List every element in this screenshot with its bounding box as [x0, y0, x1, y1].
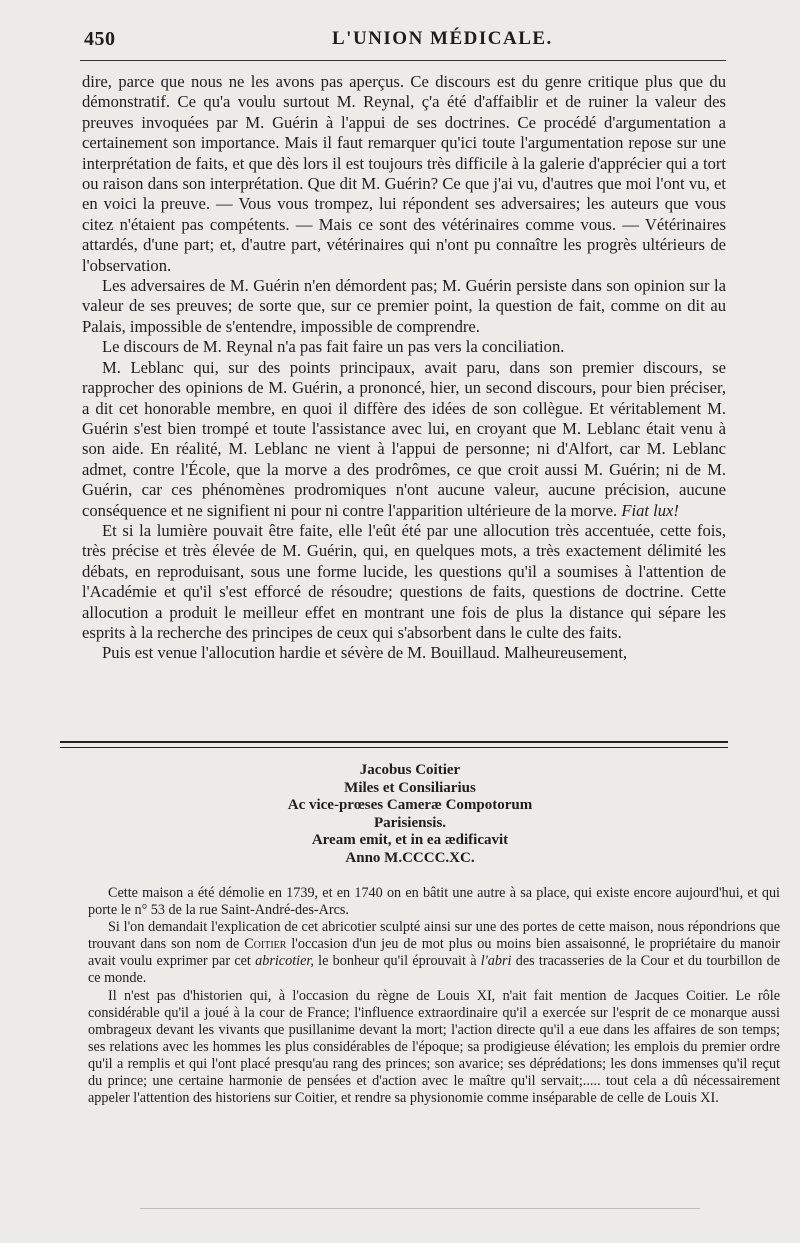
- abricotier-word: abricotier,: [255, 953, 314, 970]
- footnote-paragraph: Cette maison a été démolie en 1739, et en 1740 on en bâtit une autre à sa place, qui existe encore aujourd'hui, et qui porte le n° 53 de la rue Saint-André-des-Arcs.: [88, 885, 780, 919]
- paragraph-text: M. Leblanc qui, sur des points principaux, avait paru, dans son premier discours, se rapprocher des opinions de M. Guérin, a prononcé, hier, un second discours, pour bien préciser, a dit cet honorable membre, en quoi il diffère des idées de son collègue. Et véritablement M. Guérin s'est bien trompé et toute l'assistance avec lui, en croyant que M. Leblanc était venu à son aide. En réalité, M. Leblanc ne vient à l'appui de personne; ni d'Alfort, car M. Leblanc admet, contre l'École, que la morve a des prodrômes, ce que croit aussi M. Guérin; ni de M. Guérin, car ces phénomènes prodromiques n'ont aucune valeur, aucune précision, aucune conséquence et ne signifient ni pour ni contre l'apparition ultérieure de la morve.: [82, 357, 726, 520]
- inscription-line: Jacobus Coitier: [359, 762, 461, 778]
- paragraph: Le discours de M. Reynal n'a pas fait faire un pas vers la conciliation.: [102, 337, 565, 357]
- footnote-fragment: l'occasion d'un jeu de mot plus ou moins bien assaisonné, le propriétaire du manoir avait voulu exprimer par cet: [88, 936, 781, 970]
- fiat-lux-phrase: Fiat lux!: [621, 500, 679, 520]
- paragraph: Puis est venue l'allocution hardie et sévère de M. Bouillaud. Malheureusement,: [102, 643, 628, 663]
- paragraph: dire, parce que nous ne les avons pas aperçus. Ce discours est du genre critique plus que du démonstratif. Ce qu'a voulu surtout M. Reynal, ç'a été d'affaiblir et de ruiner la valeur des preuves invoquées par M. Guérin à l'appui de ses doctrines. Ce procédé d'argumentation a certainement son importance. Mais il faut remarquer qu'ici toute l'argumentation repose sur une interprétation de faits, et que dès lors il est toujours très difficile à la galerie d'apprécier qui a tort ou raison dans son interprétation. Que dit M. Guérin? Ce que j'ai vu, d'autres que moi l'ont vu, et en voici la preuve. — Vous vous trompez, lui répondent ses adversaires; les auteurs que vous citez n'étaient pas compétents. — Mais ce sont des vétérinaires comme vous. — Vétérinaires attardés, d'une part; et, d'autre part, vétérinaires qui n'ont pu connaître les progrès ultérieurs de l'observation.: [82, 72, 726, 275]
- journal-title: L'UNION MÉDICALE.: [332, 28, 553, 49]
- latin-inscription: [150, 762, 670, 868]
- footnote-paragraph: [88, 919, 780, 987]
- footnote-fragment: des tracasseries de la Cour et du tourbillon de ce monde.: [88, 953, 781, 987]
- footnote-paragraph: Il n'est pas d'historien qui, à l'occasion du règne de Louis XI, n'ait fait mention de Jacques Coitier. Le rôle considérable qu'il a joué à la cour de France; l'influence extraordinaire qu'il a exercée sur l'esprit de ce monarque aussi ombrageux devant les vivants que pusillanime devant la mort; l'action directe qu'il a eue dans les affaires de son temps; ses relations avec les hommes les plus considérables de l'époque; sa prodigieuse élévation; les emplois du premier ordre qu'il a remplis et qui l'ont placé presqu'au rang des princes; son avarice; ses déprédations; les dons immenses qu'il reçut du prince; une certaine harmonie de pensées et d'action avec le maître qu'il servait;..... tout cela a dû nécessairement appeler l'attention des historiens sur Coitier, et rendre sa physionomie comme inséparable de celle de Louis XI.: [88, 987, 780, 1107]
- header-rule: [80, 60, 726, 61]
- inscription-line: Parisiensis.: [373, 814, 447, 831]
- footnote-fragment: Si l'on demandait l'explication de cet abricotier sculpté ainsi sur une des portes de cette maison, nous répondrions que trouvant dans son nom de: [88, 919, 780, 953]
- abri-word: l'abri: [480, 953, 512, 970]
- page-number: 450: [84, 28, 116, 50]
- footnote-fragment: le bonheur qu'il éprouvait à: [318, 953, 477, 970]
- paragraph: [82, 358, 726, 521]
- paragraph: Et si la lumière pouvait être faite, elle l'eût été par une allocution très accentuée, cette fois, très précise et très élevée de M. Guérin, qui, en quelques mots, a très exactement délimité les débats, en reproduisant, sous une forme lucide, les questions qu'il a soumises à l'attention de l'Académie et qu'il s'est efforcé de résoudre; questions de faits, questions de doctrine. Cette allocution a produit le meilleur effet en montrant une fois de plus la distance qui sépare les esprits à la recherche des principes de ceux qui s'absorbent dans le culte des faits.: [82, 520, 726, 642]
- inscription-line: Anno M.CCCC.XC.: [345, 849, 475, 866]
- footnote-text: [88, 885, 780, 1107]
- coitier-name: Coitier: [244, 936, 287, 953]
- inscription-line: Ac vice-prœses Cameræ Compotorum: [287, 797, 533, 814]
- inscription-line: Aream emit, et in ea ædificavit: [311, 832, 509, 849]
- inscription-line: Miles et Consiliarius: [344, 779, 476, 796]
- footnote-separator: [60, 741, 728, 748]
- running-head: [0, 22, 800, 52]
- main-article-text: [82, 72, 726, 664]
- paragraph: Les adversaires de M. Guérin n'en démordent pas; M. Guérin persiste dans son opinion sur la valeur de ses preuves; de sorte que, sur ce premier point, la question de fait, comme on dit au Palais, impossible de s'entendre, impossible de comprendre.: [82, 276, 726, 336]
- bottom-rule: [140, 1208, 700, 1209]
